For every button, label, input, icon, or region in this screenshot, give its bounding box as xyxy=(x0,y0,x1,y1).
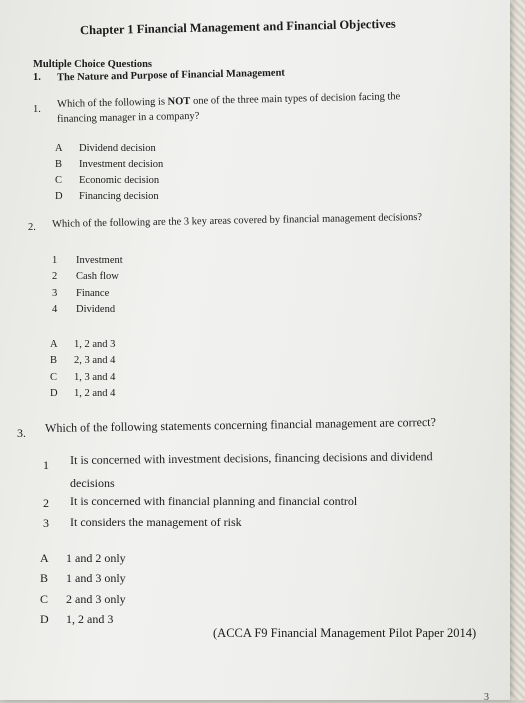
q3-item-3: It considers the management of risk xyxy=(70,515,242,529)
q1-option-a: A Dividend decision xyxy=(55,143,156,154)
q2-option-b: B 2, 3 and 4 xyxy=(50,355,116,366)
q2-item-1: 1 Investment xyxy=(52,255,123,266)
q2-text: Which of the following are the 3 key areas covered by financial management decisions? xyxy=(52,211,423,230)
q1-text-line2: financing manager in a company? xyxy=(57,110,200,125)
q2-number: 2. xyxy=(28,222,36,233)
q3-item-1: It is concerned with investment decisions, financing decisions and dividend xyxy=(70,449,433,467)
q2-option-d: D 1, 2 and 4 xyxy=(50,388,116,399)
section-subheading: The Nature and Purpose of Financial Management xyxy=(56,67,285,84)
q3-item-3-num: 3 xyxy=(43,516,49,530)
q3-text: Which of the following statements concerning financial management are correct? xyxy=(45,414,437,435)
q3-item-1-num: 1 xyxy=(43,458,49,472)
q1-text: Which of the following is NOT one of the three main types of decision facing the xyxy=(57,91,401,110)
section-heading: Multiple Choice Questions xyxy=(33,59,153,70)
q1-option-b: B Investment decision xyxy=(55,159,164,170)
q3-option-c: C 2 and 3 only xyxy=(40,592,126,606)
q3-option-b: B 1 and 3 only xyxy=(40,571,126,585)
q1-number: 1. xyxy=(33,104,41,115)
q2-option-a: A 1, 2 and 3 xyxy=(50,339,116,350)
source-citation: (ACCA F9 Financial Management Pilot Paper 2014) xyxy=(213,626,477,640)
q3-number: 3. xyxy=(17,426,26,440)
q2-item-2: 2 Cash flow xyxy=(52,271,119,282)
q1-option-c: C Economic decision xyxy=(55,175,160,186)
q3-option-d: D 1, 2 and 3 xyxy=(40,612,114,626)
q3-option-a: A 1 and 2 only xyxy=(40,551,126,565)
q3-item-2-num: 2 xyxy=(43,496,49,510)
q3-item-2: It is concerned with financial planning and financial control xyxy=(70,494,358,508)
q3-item-1-line2: decisions xyxy=(70,476,115,490)
q1-option-d: D Financing decision xyxy=(55,191,159,202)
section-number: 1. xyxy=(33,72,41,83)
page-number: 3 xyxy=(484,692,489,703)
q2-item-4: 4 Dividend xyxy=(52,304,116,315)
chapter-title: Chapter 1 Financial Management and Financial Objectives xyxy=(79,16,396,38)
q2-option-c: C 1, 3 and 4 xyxy=(50,372,116,383)
q2-item-3: 3 Finance xyxy=(52,288,110,299)
